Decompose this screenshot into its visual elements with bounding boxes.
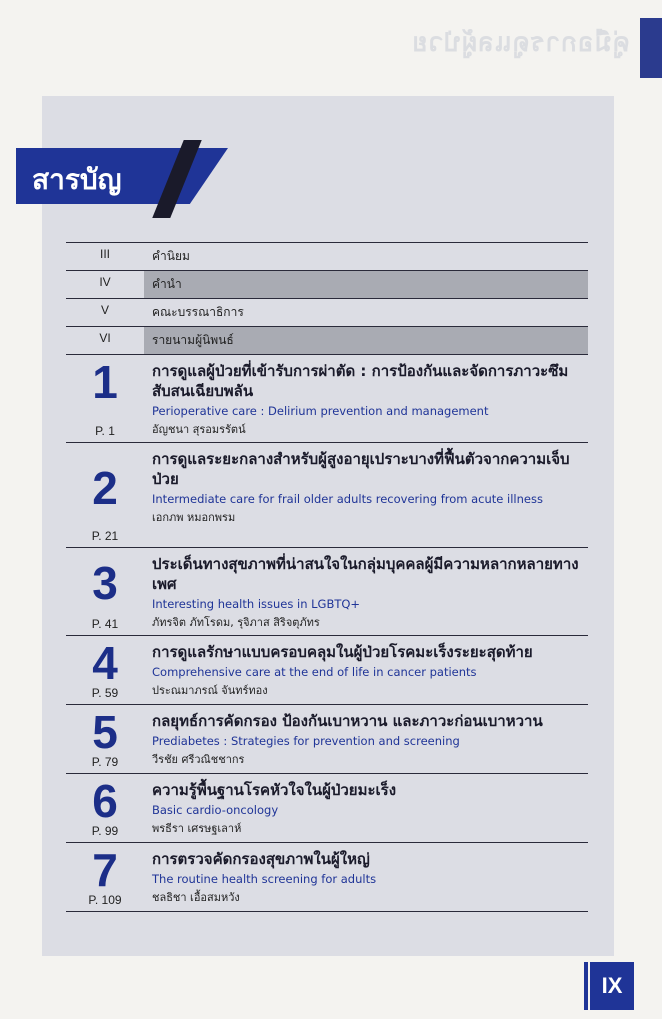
chapter-page: P. 99 (91, 824, 119, 838)
chapter-number: 5 (92, 706, 118, 758)
table-of-contents (66, 242, 588, 912)
chapter-author: พรธีรา เศรษฐเลาห์ (152, 822, 242, 835)
chapter-page: P. 21 (91, 529, 119, 543)
toc-chapter-2[interactable] (66, 442, 588, 547)
chapter-title-th: การดูแลรักษาแบบครอบคลุมในผู้ป่วยโรคมะเร็งระยะสุดท้าย (152, 643, 533, 661)
chapter-number: 1 (92, 356, 118, 408)
toc-chapter-4[interactable] (66, 635, 588, 704)
toc-front-row-4[interactable] (66, 326, 588, 354)
chapter-title-en: Prediabetes : Strategies for prevention and screening (152, 734, 460, 748)
toc-chapter-5[interactable] (66, 704, 588, 773)
chapter-author: ภัทรจิต ภัทโรดม, รุจิภาส สิริจตุภัทร (152, 616, 320, 629)
toc-front-row-1[interactable] (66, 242, 588, 270)
chapter-page: P. 59 (91, 686, 119, 700)
page-title: สารบัญ (32, 163, 122, 196)
page-number-tab: IX (590, 962, 634, 1010)
front-label: คณะบรรณาธิการ (152, 305, 244, 319)
chapter-title-en: Basic cardio-oncology (152, 803, 279, 817)
toc-front-row-3[interactable] (66, 298, 588, 326)
chapter-number: 3 (92, 557, 118, 609)
front-label: คำนิยม (152, 249, 190, 263)
chapter-author: เอกภพ หมอกพรม (152, 511, 236, 524)
chapter-title-th: ความรู้พื้นฐานโรคหัวใจในผู้ป่วยมะเร็ง (152, 781, 397, 799)
toc-front-row-2[interactable] (66, 270, 588, 298)
chapter-title-en: The routine health screening for adults (152, 872, 377, 886)
chapter-title-th: การดูแลระยะกลางสำหรับผู้สูงอายุเปราะบางที่ฟื้นตัวจากความเจ็บป่วย (152, 450, 570, 488)
front-num: IV (99, 275, 111, 289)
chapter-title-th: การตรวจคัดกรองสุขภาพในผู้ใหญ่ (152, 850, 370, 868)
chapter-number: 4 (92, 637, 118, 689)
chapter-page: P. 79 (91, 755, 119, 769)
front-label: รายนามผู้นิพนธ์ (144, 327, 588, 354)
front-num: V (100, 303, 109, 317)
chapter-page: P. 41 (91, 617, 119, 631)
front-num: VI (99, 331, 111, 345)
page-tab-slash (584, 962, 588, 1010)
toc-chapter-6[interactable] (66, 773, 588, 842)
chapter-number: 6 (92, 775, 118, 827)
chapter-page: P. 109 (88, 893, 122, 907)
chapter-title-th: กลยุทธ์การคัดกรอง ป้องกันเบาหวาน และภาวะก่อนเบาหวาน (152, 712, 543, 730)
chapter-title-en: Intermediate care for frail older adults recovering from acute illness (152, 492, 543, 506)
toc-chapter-1[interactable] (66, 354, 588, 442)
front-label: คำนำ (144, 271, 588, 298)
toc-chapter-3[interactable] (66, 547, 588, 635)
chapter-author: อัญชนา สุรอมรรัตน์ (152, 423, 246, 436)
chapter-title-en: Comprehensive care at the end of life in cancer patients (152, 665, 477, 679)
chapter-title-en: Interesting health issues in LGBTQ+ (152, 597, 361, 611)
top-color-strip (640, 18, 662, 78)
chapter-title-th: ประเด็นทางสุขภาพที่น่าสนใจในกลุ่มบุคคลผู้มีความหลากหลายทางเพศ (152, 555, 579, 593)
chapter-number: 7 (92, 844, 118, 896)
toc-chapter-7[interactable] (66, 842, 588, 912)
ghost-header-text: คู่มือการดูแลผู้ป่วย (411, 28, 630, 58)
front-num: III (99, 247, 110, 261)
chapter-author: วีรชัย ศรีวณิชชากร (152, 753, 245, 766)
chapter-title-en: Perioperative care : Delirium prevention and management (152, 404, 489, 418)
chapter-number: 2 (92, 462, 118, 514)
chapter-author: ชลธิชา เอื้อสมหวัง (152, 891, 240, 904)
chapter-author: ประณมาภรณ์ จันทร์ทอง (152, 684, 268, 697)
chapter-page: P. 1 (95, 424, 115, 438)
chapter-title-th: การดูแลผู้ป่วยที่เข้ารับการผ่าตัด : การป้องกันและจัดการภาวะซึมสับสนเฉียบพลัน (152, 362, 569, 400)
